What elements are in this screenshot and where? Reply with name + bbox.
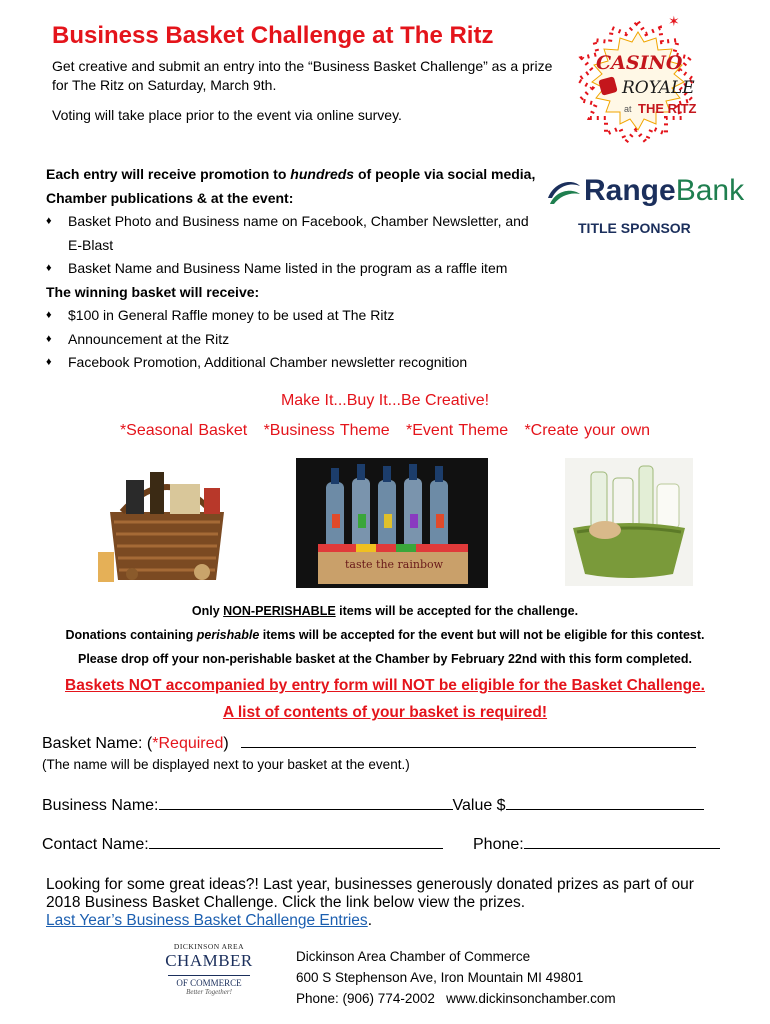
casino-royale-text: ROYALE	[622, 78, 695, 98]
rules-line-2	[0, 628, 770, 642]
entry-form-warning: Baskets NOT accompanied by entry form will NOT be eligible for the Basket Challenge.	[65, 677, 705, 694]
page-title: Business Basket Challenge at The Ritz	[52, 22, 494, 49]
bullet-icon: ♦	[46, 309, 52, 321]
chamber-logo-sub: OF COMMERCE	[176, 978, 242, 988]
list-item	[46, 351, 546, 375]
phone-field	[473, 834, 720, 854]
list-item-text: Basket Name and Business Name listed in the program as a raffle item	[68, 260, 508, 276]
ideas-link-period: .	[367, 912, 372, 929]
casino-at: at	[624, 104, 632, 114]
contact-name-label: Contact Name:	[42, 836, 149, 853]
list-item	[46, 328, 546, 352]
rules-line-1-underlined: NON-PERISHABLE	[223, 604, 336, 618]
list-item-text: Facebook Promotion, Additional Chamber newsletter recognition	[68, 354, 468, 370]
last-year-entries-link[interactable]: Last Year’s Business Basket Challenge Entries	[46, 912, 368, 929]
title-sponsor-label: TITLE SPONSOR	[578, 220, 691, 236]
list-item-text: Announcement at the Ritz	[68, 330, 230, 347]
list-item-text: Basket Photo and Business name on Facebook, Chamber Newsletter, and E-Blast	[68, 213, 529, 253]
business-name-input-line[interactable]	[159, 795, 453, 810]
required-marker: *Required	[152, 735, 224, 752]
rules-line-1	[0, 604, 770, 618]
voting-text: Voting will take place prior to the event via online survey.	[52, 107, 402, 123]
contact-name-input-line[interactable]	[149, 834, 443, 849]
promotion-heading-pre: Each entry will receive promotion to	[46, 166, 291, 182]
chamber-logo-tagline: Better Together!	[186, 988, 232, 996]
ideas-text: Looking for some great ideas?! Last year, businesses generously donated prizes as part of our 2018 Business Basket Challenge. Click the link below view the prizes.	[46, 876, 694, 911]
phone-input-line[interactable]	[524, 834, 720, 849]
casino-ritz-text: THE RITZ	[638, 101, 697, 116]
promotion-heading-post: of people via social media, Chamber publications & at the event:	[46, 166, 536, 206]
business-name-field	[42, 795, 704, 815]
rules-line-2-post: items will be accepted for the event but will not be eligible for this contest.	[259, 628, 705, 642]
org-name: Dickinson Area Chamber of Commerce	[296, 949, 531, 964]
list-item	[46, 304, 546, 328]
list-item-text: $100 in General Raffle money to be used at The Ritz	[68, 307, 395, 323]
basket-name-input-line[interactable]	[241, 733, 696, 748]
rules-line-3: Please drop off your non-perishable basket at the Chamber by February 22nd with this form completed.	[77, 652, 692, 666]
basket-themes: *Seasonal Basket *Business Theme *Event Theme *Create your own	[119, 422, 651, 439]
contact-block	[296, 946, 616, 1009]
org-address: 600 S Stephenson Ave, Iron Mountain MI 49801	[296, 970, 584, 985]
promotion-heading-em: hundreds	[290, 166, 355, 182]
basket-name-label: Basket Name: (	[42, 735, 153, 752]
promotion-heading	[46, 163, 546, 210]
rules-line-1-post: items will be accepted for the challenge.	[335, 604, 579, 618]
rules-line-2-pre: Donations containing	[65, 628, 197, 642]
range-bank-name-bold: Range	[584, 174, 676, 207]
range-bank-name-light: Bank	[675, 174, 745, 207]
org-phone-web: Phone: (906) 774-2002 www.dickinsonchamber.com	[296, 991, 616, 1006]
rules-line-2-em: perishable	[196, 628, 260, 642]
chamber-logo-rule	[168, 975, 250, 976]
wooden-crate-caption: taste the rainbow	[344, 558, 444, 571]
casino-royale-logo	[568, 14, 708, 164]
chamber-logo	[162, 942, 256, 1018]
bullet-icon: ♦	[46, 356, 52, 368]
basket-photo-spa	[565, 458, 693, 586]
bullet-icon: ♦	[46, 215, 52, 227]
phone-label: Phone:	[473, 836, 524, 853]
ideas-paragraph	[46, 876, 726, 930]
promotion-section	[46, 163, 546, 375]
range-bank-name	[584, 174, 744, 208]
range-bank-swoosh-icon	[546, 174, 582, 210]
rules-line-1-pre: Only	[191, 604, 224, 618]
chamber-logo-top: DICKINSON AREA	[173, 942, 245, 951]
slogan: Make It...Buy It...Be Creative!	[280, 392, 490, 409]
winner-heading: The winning basket will receive:	[46, 283, 260, 300]
svg-text:✶: ✶	[668, 14, 680, 29]
range-bank-logo	[544, 172, 744, 216]
chamber-logo-main: CHAMBER	[165, 951, 253, 970]
bullet-icon: ♦	[46, 332, 52, 345]
basket-name-field	[42, 733, 696, 753]
list-item	[46, 257, 546, 281]
list-item	[46, 210, 546, 257]
basket-name-label-close: )	[223, 735, 229, 752]
business-name-label: Business Name:	[42, 797, 159, 814]
basket-photo-gourmet	[92, 462, 242, 584]
contact-name-field	[42, 834, 443, 854]
basket-photo-vodka	[296, 458, 488, 588]
basket-name-note: (The name will be displayed next to your basket at the event.)	[42, 757, 410, 772]
value-label: Value $	[452, 797, 506, 814]
intro-text: Get creative and submit an entry into the “Business Basket Challenge” as a prize for The Ritz on Saturday, March 9th.	[52, 58, 553, 93]
bullet-icon: ♦	[46, 262, 52, 274]
value-input-line[interactable]	[506, 795, 704, 810]
casino-title: CASINO	[596, 52, 683, 74]
contents-required-warning: A list of contents of your basket is required!	[222, 704, 548, 721]
